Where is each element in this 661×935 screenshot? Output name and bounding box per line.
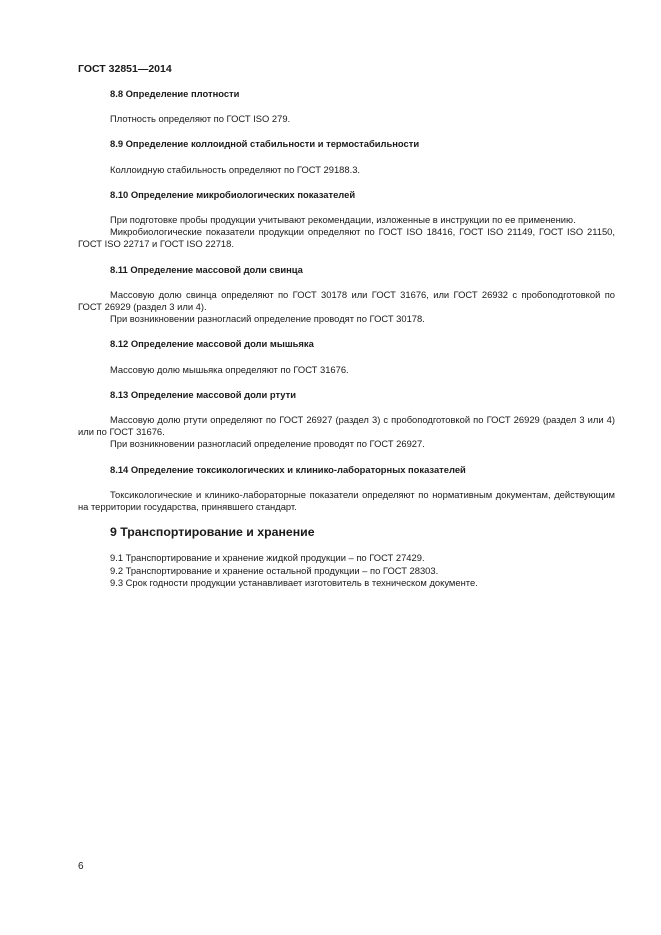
paragraph: При возникновении разногласий определение проводят по ГОСТ 26927.: [110, 438, 425, 450]
section-8-13: [78, 389, 615, 451]
paragraph: Токсикологические и клинико-лабораторные показатели определяют по нормативным документам, действующим на территории государства, принявшего стандарт.: [78, 488, 615, 513]
document-code: ГОСТ 32851—2014: [78, 63, 172, 75]
paragraph: Микробиологические показатели продукции определяют по ГОСТ ISO 18416, ГОСТ ISO 21149, ГОСТ ISO 21150, ГОСТ ISO 22717 и ГОСТ ISO 22718.: [78, 226, 615, 250]
section-9: [78, 526, 615, 589]
paragraph: 9.3 Срок годности продукции устанавливает изготовитель в техническом документе.: [110, 576, 478, 588]
paragraph: Массовую долю ртути определяют по ГОСТ 26927 (раздел 3) с пробоподготовкой по ГОСТ 26929 (раздел 3 или 4) или по ГОСТ 31676.: [78, 414, 615, 438]
paragraph: 9.1 Транспортирование и хранение жидкой продукции – по ГОСТ 27429.: [110, 552, 425, 564]
section-8-11: [78, 264, 615, 326]
section-8-10: [78, 189, 615, 251]
paragraph: При возникновении разногласий определение проводят по ГОСТ 30178.: [110, 313, 425, 325]
section-8-12: [78, 338, 615, 375]
section-heading: 8.11 Определение массовой доли свинца: [110, 263, 303, 275]
section-heading: 8.13 Определение массовой доли ртути: [110, 388, 296, 400]
page-number: 6: [78, 861, 84, 872]
section-8-14: [78, 464, 615, 514]
document-body: [78, 88, 615, 589]
paragraph: 9.2 Транспортирование и хранение остальной продукции – по ГОСТ 28303.: [110, 564, 439, 576]
paragraph: Плотность определяют по ГОСТ ISO 279.: [110, 113, 291, 125]
section-8-8: [78, 88, 615, 125]
chapter-heading: 9 Транспортирование и хранение: [110, 525, 315, 540]
section-heading: 8.14 Определение токсикологических и клинико-лабораторных показателей: [110, 463, 466, 475]
section-heading: 8.8 Определение плотности: [110, 88, 240, 99]
section-heading: 8.9 Определение коллоидной стабильности и термостабильности: [110, 138, 420, 150]
section-heading: 8.12 Определение массовой доли мышьяка: [110, 338, 314, 350]
section-8-9: [78, 138, 615, 175]
paragraph: Коллоидную стабильность определяют по ГОСТ 29188.3.: [110, 163, 361, 175]
section-heading: 8.10 Определение микробиологических показателей: [110, 188, 356, 200]
paragraph: Массовую долю свинца определяют по ГОСТ 30178 или ГОСТ 31676, или ГОСТ 26932 с пробоподготовкой по ГОСТ 26929 (раздел 3 или 4).: [78, 288, 615, 313]
paragraph: При подготовке пробы продукции учитывают рекомендации, изложенные в инструкции по ее применению.: [110, 214, 576, 226]
paragraph: Массовую долю мышьяка определяют по ГОСТ 31676.: [110, 363, 349, 375]
